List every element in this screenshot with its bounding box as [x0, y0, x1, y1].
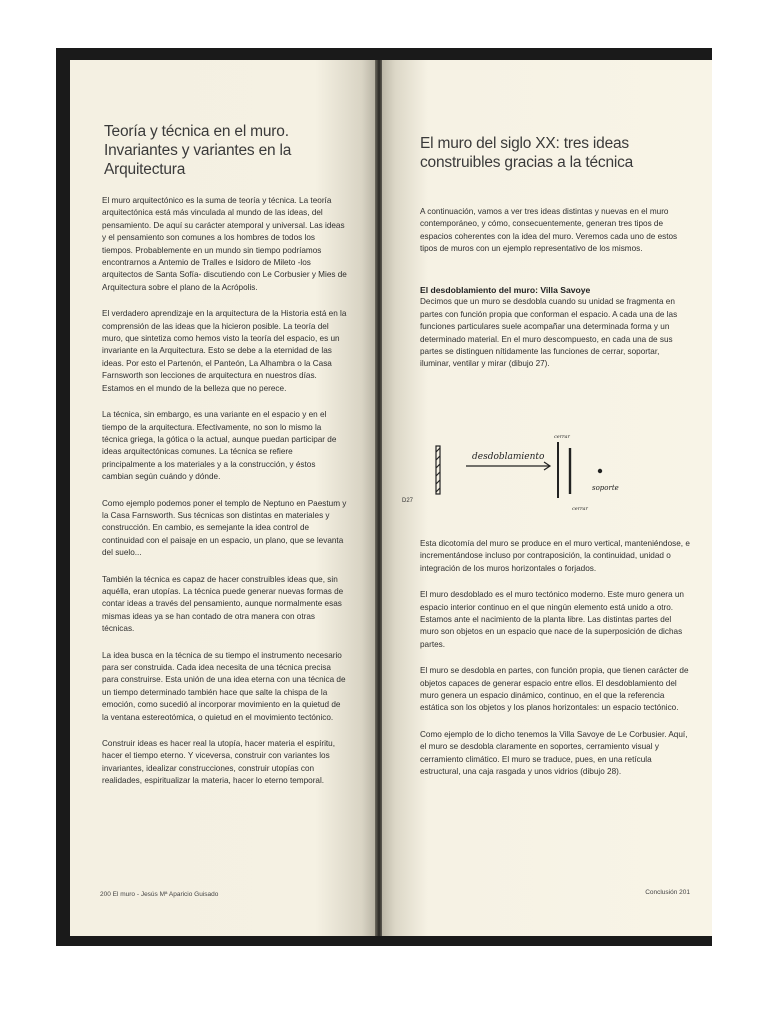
hatched-wall-icon — [436, 446, 440, 494]
sketch-label-top: cerrar — [554, 434, 570, 440]
sketch-label-bottom: cerrar — [572, 506, 588, 512]
paragraph: Como ejemplo podemos poner el templo de Neptuno en Paestum y la Casa Farnsworth. Sus técnicas son distintas en materiales y construcción. En cambio, es semejante la idea control de continuidad con el paisaje en un espacio, un plano, que se levanta del suelo... — [102, 498, 347, 558]
paragraph: Esta dicotomía del muro se produce en el muro vertical, manteniéndose, e incrementándose incluso por contraposición, la continuidad, unidad o integración de los muros horizontales o forjados. — [420, 539, 690, 573]
right-page-body — [420, 538, 692, 793]
left-page-body — [102, 195, 348, 802]
left-page — [70, 60, 377, 936]
paragraph: El muro se desdobla en partes, con función propia, que tienen carácter de objetos capaces de generar espacio entre ellos. El desdoblamiento del muro genera un espacio dinámico, continuo, en el que la referencia estática son los objetos y los planos horizontales: un espacio tectónico. — [420, 666, 689, 713]
section-paragraph: Decimos que un muro se desdobla cuando su unidad se fragmenta en partes con función propia que conforman el espacio. A cada una de las funciones particulares suele acompañar una determinada forma y un determinado material. En el muro descompuesto, en cada una de sus partes se distinguen nítidamente las funciones de cerrar, soportar, iluminar, ventilar y mirar (dibujo 27). — [420, 297, 678, 369]
intro-paragraph: A continuación, vamos a ver tres ideas distintas y nuevas en el muro contemporáneo, y cómo, consecuentemente, generan tres tipos de espacios coherentes con la idea del muro. Veremos cada uno de estos tipos de muros con un ejemplo representativo de los mismos. — [420, 207, 678, 254]
right-page — [382, 60, 712, 936]
paragraph: El verdadero aprendizaje en la arquitectura de la Historia está en la comprensión de las ideas que la hicieron posible. La teoría del muro, que sintetiza como hemos visto la teoría del espacio, es un invariante en la Arquitectura. Esto se debe a la eternidad de las ideas. Por esto el Partenón, el Panteón, La Alhambra o la Casa Farnsworth son lecciones de arquitectura en nuestros días. Estamos en el mundo de la belleza que no perece. — [102, 309, 347, 393]
right-page-title: El muro del siglo XX: tres ideas construibles gracias a la técnica — [420, 135, 634, 171]
paragraph: Como ejemplo de lo dicho tenemos la Villa Savoye de Le Corbusier. Aquí, el muro se desdobla claramente en soportes, cerramiento visual y cerramiento climático. El muro se traduce, pues, en una retícula estructural, una caja rasgada y unos vidrios (dibujo 28). — [420, 729, 688, 777]
section-heading: El desdoblamiento del muro: Villa Savoye — [420, 285, 591, 295]
paragraph: También la técnica es capaz de hacer construibles ideas que, sin aquélla, eran utopías. La técnica puede generar nuevas formas de contar ideas a través del pensamiento, aunque normalmente esas mismas ideas ya se han contado de otra manera con otras técnicas. — [102, 574, 344, 634]
figure-number: D27 — [402, 498, 414, 504]
section-villa-savoye — [420, 284, 692, 385]
paragraph: El muro arquitectónico es la suma de teoría y técnica. La teoría arquitectónica está más vinculada al mundo de las ideas, del pensamiento. De aquí su carácter atemporal y universal. Las ideas y el pensamiento son comunes a los hombres de todos los tiempos. Probablemente en un mundo sin tiempo podríamos encontrarnos a Antemio de Tralles e Isidoro de Mileto -los arquitectos de Santa Sofía- discutiendo con Le Corbusier y Mies de Arquitectura sobre el plano de la Acrópolis. — [102, 196, 347, 292]
sketch-label-soporte: soporte — [592, 484, 619, 492]
left-page-footer: 200 El muro - Jesús Mª Aparicio Guisado — [100, 891, 219, 898]
paragraph: La idea busca en la técnica de su tiempo el instrumento necesario para ser construida. Cada idea necesita de una técnica precisa para construirse. Esta unión de una idea eterna con una técnica de un tiempo determinado también hace que salte la chispa de la emoción, como sucedió al incorporar movimiento en la quietud de la ventana estereotómica, o quietud en el movimiento tectónico. — [102, 650, 346, 722]
right-page-footer: Conclusión 201 — [645, 889, 690, 896]
paragraph: El muro desdoblado es el muro tectónico moderno. Este muro genera un espacio interior continuo en el que ningún elemento está unido a otro. Estamos ante el nacimiento de la planta libre. Las distintas partes del muro son objetos en un espacio que nace de la superposición de dichas partes. — [420, 590, 684, 649]
paragraph: Construir ideas es hacer real la utopía, hacer materia el espíritu, hacer el tiempo eterno. Y viceversa, construir con variantes los invariantes, idealizar construcciones, construir utopías con realidades, espiritualizar la materia, hacer lo eterno temporal. — [102, 739, 336, 786]
left-page-title: Teoría y técnica en el muro. Invariantes y variantes en la Arquitectura — [104, 123, 292, 178]
right-page-intro — [420, 206, 692, 270]
sketch-label-main: desdoblamiento — [472, 452, 545, 462]
paragraph: La técnica, sin embargo, es una variante en el espacio y en el tiempo de la arquitectura. Efectivamente, no son lo mismo la técnica griega, la gótica o la actual, aunque puedan participar de ideas arquitectónicas comunes. La técnica se refiere principalmente a los materiales y a la construcción, y éstos cambian según cuándo y dónde. — [102, 410, 337, 482]
column-dot-icon — [598, 469, 602, 473]
wall-sketch-drawing — [422, 426, 619, 518]
